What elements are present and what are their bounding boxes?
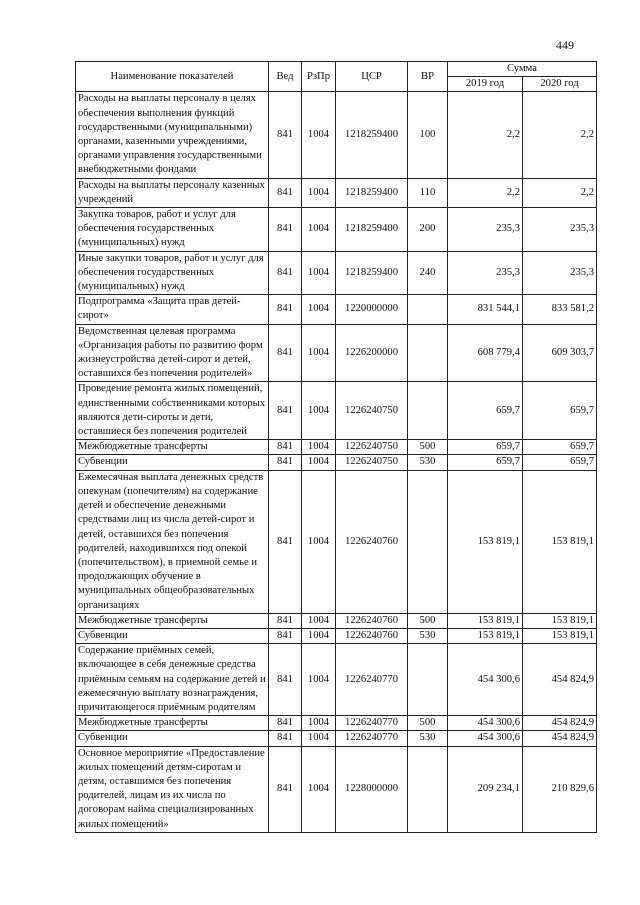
row-2020-cell: 659,7: [523, 455, 597, 470]
row-name-cell: Проведение ремонта жилых помещений, единственными собственниками которых являются дети-сироты и дети, оставшиеся без попечения родителей: [76, 382, 269, 440]
row-rzpr-cell: 1004: [302, 178, 336, 207]
row-2019-cell: 235,3: [448, 251, 523, 295]
row-vr-cell: [408, 644, 448, 716]
row-2020-cell: 2,2: [523, 178, 597, 207]
table-row: [76, 455, 597, 470]
row-csr-cell: 1226240760: [336, 470, 408, 613]
row-csr-cell: 1226240770: [336, 716, 408, 731]
page-number: 449: [556, 38, 574, 52]
row-2020-cell: 659,7: [523, 440, 597, 455]
table-header: [76, 62, 597, 92]
row-name-cell: Межбюджетные трансферты: [76, 440, 269, 455]
table-row: [76, 178, 597, 207]
table-row: [76, 746, 597, 832]
row-rzpr-cell: 1004: [302, 613, 336, 628]
row-2020-cell: 454 824,9: [523, 644, 597, 716]
row-name-cell: Субвенции: [76, 628, 269, 643]
row-vr-cell: 530: [408, 455, 448, 470]
row-2019-cell: 659,7: [448, 440, 523, 455]
row-rzpr-cell: 1004: [302, 295, 336, 324]
row-csr-cell: 1226240760: [336, 613, 408, 628]
row-2019-cell: 153 819,1: [448, 613, 523, 628]
row-ved-cell: 841: [269, 295, 302, 324]
row-name-cell: Закупка товаров, работ и услуг для обеспечения государственных (муниципальных) нужд: [76, 208, 269, 252]
row-ved-cell: 841: [269, 178, 302, 207]
row-rzpr-cell: 1004: [302, 746, 336, 832]
row-2019-cell: 454 300,6: [448, 644, 523, 716]
header-vr: ВР: [408, 62, 448, 92]
row-vr-cell: 530: [408, 731, 448, 746]
row-vr-cell: 200: [408, 208, 448, 252]
table-row: [76, 208, 597, 252]
row-2019-cell: 209 234,1: [448, 746, 523, 832]
row-ved-cell: 841: [269, 470, 302, 613]
header-ved: Вед: [269, 62, 302, 92]
row-rzpr-cell: 1004: [302, 731, 336, 746]
row-ved-cell: 841: [269, 92, 302, 178]
row-vr-cell: [408, 470, 448, 613]
row-rzpr-cell: 1004: [302, 628, 336, 643]
row-ved-cell: 841: [269, 716, 302, 731]
row-2020-cell: 833 581,2: [523, 295, 597, 324]
row-vr-cell: 500: [408, 716, 448, 731]
row-name-cell: Межбюджетные трансферты: [76, 613, 269, 628]
row-csr-cell: 1226240750: [336, 455, 408, 470]
row-vr-cell: [408, 324, 448, 382]
header-year-2020: 2020 год: [523, 77, 597, 92]
row-2020-cell: 153 819,1: [523, 628, 597, 643]
row-name-cell: Расходы на выплаты персоналу казенных учреждений: [76, 178, 269, 207]
row-vr-cell: 500: [408, 613, 448, 628]
row-rzpr-cell: 1004: [302, 440, 336, 455]
row-2019-cell: 454 300,6: [448, 716, 523, 731]
row-csr-cell: 1220000000: [336, 295, 408, 324]
table-row: [76, 324, 597, 382]
row-vr-cell: [408, 746, 448, 832]
table-row: [76, 731, 597, 746]
row-2020-cell: 659,7: [523, 382, 597, 440]
row-2020-cell: 153 819,1: [523, 613, 597, 628]
row-ved-cell: 841: [269, 440, 302, 455]
row-csr-cell: 1218259400: [336, 178, 408, 207]
row-2019-cell: 608 779,4: [448, 324, 523, 382]
row-2019-cell: 454 300,6: [448, 731, 523, 746]
row-ved-cell: 841: [269, 208, 302, 252]
table-row: [76, 92, 597, 178]
row-name-cell: Иные закупки товаров, работ и услуг для обеспечения государственных (муниципальных) нужд: [76, 251, 269, 295]
row-csr-cell: 1226240750: [336, 382, 408, 440]
row-2019-cell: 2,2: [448, 92, 523, 178]
row-2020-cell: 454 824,9: [523, 716, 597, 731]
row-vr-cell: 530: [408, 628, 448, 643]
row-csr-cell: 1226240750: [336, 440, 408, 455]
row-rzpr-cell: 1004: [302, 208, 336, 252]
row-ved-cell: 841: [269, 613, 302, 628]
row-name-cell: Ежемесячная выплата денежных средств опекунам (попечителям) на содержание детей и обеспечение денежными средствами лиц из числа детей-сирот и детей, оставшихся без попечения родителей, находившихся под опекой (попечительством), в приемной семье и продолжающих обучение в муниципальных общеобразовательных организациях: [76, 470, 269, 613]
row-ved-cell: 841: [269, 382, 302, 440]
table-row: [76, 440, 597, 455]
budget-table: [75, 61, 597, 833]
row-vr-cell: 100: [408, 92, 448, 178]
row-csr-cell: 1218259400: [336, 208, 408, 252]
row-csr-cell: 1226240760: [336, 628, 408, 643]
row-vr-cell: 500: [408, 440, 448, 455]
row-csr-cell: 1226200000: [336, 324, 408, 382]
row-2020-cell: 454 824,9: [523, 731, 597, 746]
row-2019-cell: 659,7: [448, 455, 523, 470]
row-ved-cell: 841: [269, 644, 302, 716]
table-row: [76, 251, 597, 295]
row-2020-cell: 609 303,7: [523, 324, 597, 382]
table-row: [76, 644, 597, 716]
row-name-cell: Расходы на выплаты персоналу в целях обеспечения выполнения функций государственными (муниципальными) органами, казенными учреждениями, органами управления государственными внебюджетными фондами: [76, 92, 269, 178]
row-name-cell: Содержание приёмных семей, включающее в себя денежные средства приёмным семьям на содержание детей и ежемесячную выплату вознаграждения, причитающегося приёмным родителям: [76, 644, 269, 716]
row-2020-cell: 2,2: [523, 92, 597, 178]
row-ved-cell: 841: [269, 746, 302, 832]
row-2019-cell: 831 544,1: [448, 295, 523, 324]
header-sum: Сумма: [448, 62, 597, 77]
row-csr-cell: 1226240770: [336, 644, 408, 716]
row-rzpr-cell: 1004: [302, 324, 336, 382]
header-year-2019: 2019 год: [448, 77, 523, 92]
row-vr-cell: 240: [408, 251, 448, 295]
header-rzpr: РзПр: [302, 62, 336, 92]
row-2020-cell: 210 829,6: [523, 746, 597, 832]
row-csr-cell: 1218259400: [336, 92, 408, 178]
row-2020-cell: 235,3: [523, 251, 597, 295]
row-2019-cell: 153 819,1: [448, 470, 523, 613]
row-csr-cell: 1228000000: [336, 746, 408, 832]
row-csr-cell: 1226240770: [336, 731, 408, 746]
row-ved-cell: 841: [269, 731, 302, 746]
row-name-cell: Ведомственная целевая программа «Организация работы по развитию форм жизнеустройства детей-сирот и детей, оставшихся без попечения родителей»: [76, 324, 269, 382]
table-row: [76, 295, 597, 324]
row-rzpr-cell: 1004: [302, 382, 336, 440]
row-rzpr-cell: 1004: [302, 716, 336, 731]
row-vr-cell: [408, 295, 448, 324]
row-name-cell: Межбюджетные трансферты: [76, 716, 269, 731]
row-rzpr-cell: 1004: [302, 92, 336, 178]
row-rzpr-cell: 1004: [302, 455, 336, 470]
table-row: [76, 716, 597, 731]
table-row: [76, 470, 597, 613]
row-2020-cell: 153 819,1: [523, 470, 597, 613]
row-2019-cell: 153 819,1: [448, 628, 523, 643]
row-ved-cell: 841: [269, 628, 302, 643]
row-rzpr-cell: 1004: [302, 644, 336, 716]
row-name-cell: Основное мероприятие «Предоставление жилых помещений детям-сиротам и детям, оставшимся без попечения родителей, лицам из их числа по договорам найма специализированных жилых помещений»: [76, 746, 269, 832]
table-body: [76, 92, 597, 832]
row-vr-cell: 110: [408, 178, 448, 207]
header-name: Наименование показателей: [76, 62, 269, 92]
row-2020-cell: 235,3: [523, 208, 597, 252]
row-ved-cell: 841: [269, 455, 302, 470]
row-rzpr-cell: 1004: [302, 251, 336, 295]
row-2019-cell: 235,3: [448, 208, 523, 252]
table-row: [76, 382, 597, 440]
row-ved-cell: 841: [269, 251, 302, 295]
table-row: [76, 628, 597, 643]
header-csr: ЦСР: [336, 62, 408, 92]
table-row: [76, 613, 597, 628]
row-name-cell: Подпрограмма «Защита прав детей-сирот»: [76, 295, 269, 324]
row-name-cell: Субвенции: [76, 455, 269, 470]
row-ved-cell: 841: [269, 324, 302, 382]
row-csr-cell: 1218259400: [336, 251, 408, 295]
row-2019-cell: 2,2: [448, 178, 523, 207]
row-rzpr-cell: 1004: [302, 470, 336, 613]
row-name-cell: Субвенции: [76, 731, 269, 746]
row-vr-cell: [408, 382, 448, 440]
row-2019-cell: 659,7: [448, 382, 523, 440]
